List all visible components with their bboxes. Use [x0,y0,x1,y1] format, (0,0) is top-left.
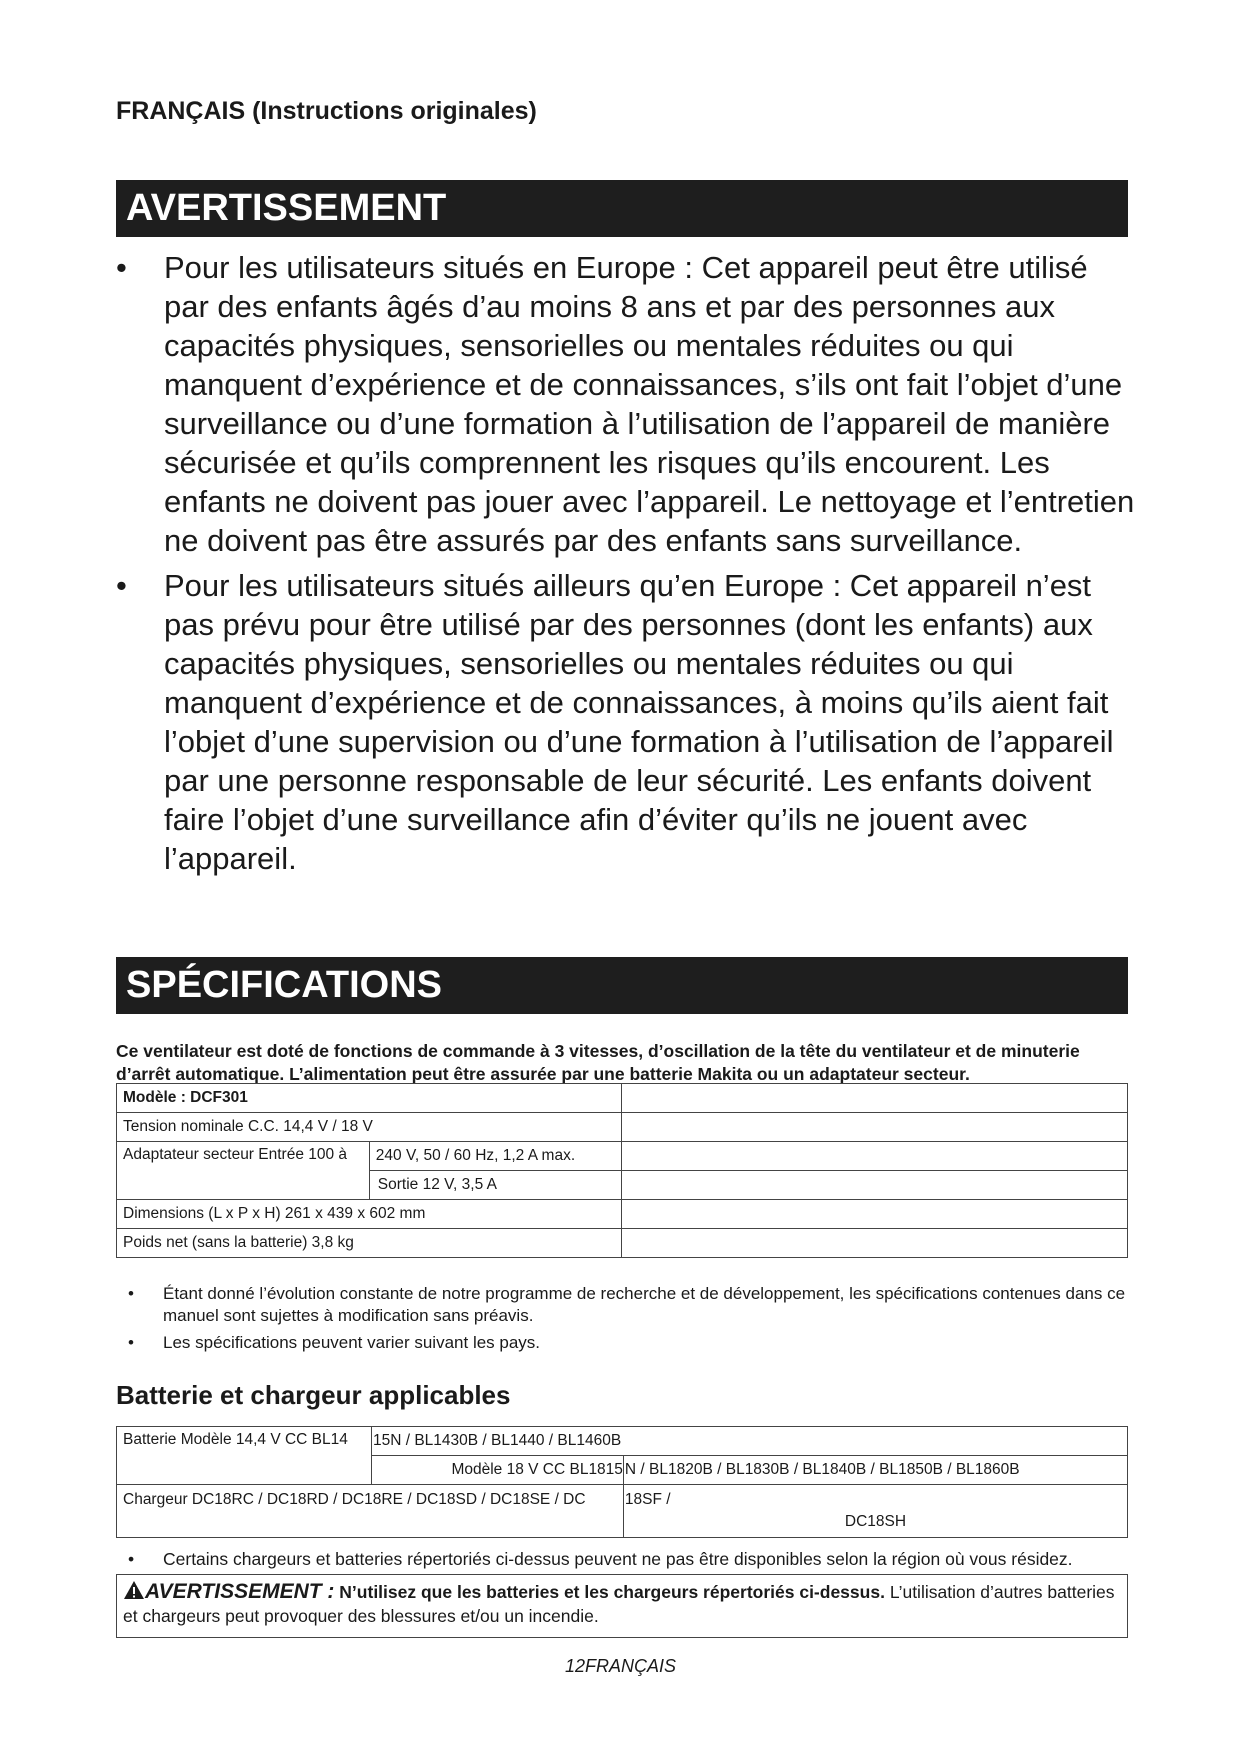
spec-adapter-label: Adaptateur secteur Entrée 100 à [117,1142,370,1200]
table-row [117,1113,1128,1142]
warning-list [116,248,1136,884]
spec-adapter-output: Sortie 12 V, 3,5 A [369,1171,621,1200]
battery-section-title: Batterie et chargeur applicables [116,1380,511,1410]
table-row [117,1200,1128,1229]
table-cell-empty [621,1229,1127,1258]
list-item: • Certains chargeurs et batteries répertoriés ci-dessus peuvent ne pas être disponibles selon la région où vous résidez. [128,1549,1073,1569]
page-language-header: FRANÇAIS (Instructions originales) [116,97,537,125]
battery-row2-right: N / BL1820B / BL1830B / BL1840B / BL1850B / BL1860B [623,1456,1127,1485]
table-cell-empty [621,1171,1127,1200]
warning-section-title: AVERTISSEMENT [116,180,1128,237]
table-row [117,1485,1128,1538]
battery-row1-right: 15N / BL1430B / BL1440 / BL1460B [371,1427,1127,1456]
spec-adapter-input: 240 V, 50 / 60 Hz, 1,2 A max. [369,1142,621,1171]
table-row [117,1427,1128,1456]
spec-voltage: Tension nominale C.C. 14,4 V / 18 V [117,1113,622,1142]
charger-row-right-b: DC18SH [844,1513,907,1530]
note-text: Étant donné l’évolution constante de notre programme de recherche et de développement, les spécifications contenues dans ce manuel sont sujettes à modification sans préavis. [163,1284,1126,1325]
specifications-intro: Ce ventilateur est doté de fonctions de commande à 3 vitesses, d’oscillation de la tête du ventilateur et de minuterie d’arrêt automatique. L’alimentation peut être assurée par une batterie Makita ou un adaptateur secteur. [116,1041,1080,1084]
table-cell-empty [621,1200,1127,1229]
specifications-notes [116,1283,1136,1359]
battery-row2-left: Modèle 18 V CC BL1815 [371,1456,623,1485]
warning-triangle-icon [123,1580,145,1600]
note-text: Les spécifications peuvent varier suivant les pays. [163,1333,541,1352]
specifications-table [116,1083,1128,1258]
battery-row1-left: Batterie Modèle 14,4 V CC BL14 [117,1427,372,1485]
spec-weight: Poids net (sans la batterie) 3,8 kg [117,1229,622,1258]
warning-item-text: Pour les utilisateurs situés ailleurs qu’en Europe : Cet appareil n’est pas prévu pour être utilisé par des personnes (dont les enfants) aux capacités physiques, sensorielles ou mentales réduites ou qui manquent d’expérience et de connaissances, à moins qu’ils aient fait l’objet d’une supervision ou d’une formation à l’utilisation de l’appareil par une personne responsable de leur sécurité. Les enfants doivent faire l’objet d’une surveillance afin d’éviter qu’ils ne jouent avec l’appareil. [164,568,1114,876]
warning-item-text: Pour les utilisateurs situés en Europe : Cet appareil peut être utilisé par des enfants âgés d’au moins 8 ans et par des personnes aux capacités physiques, sensorielles ou mentales réduites ou qui manquent d’expérience et de connaissances, s’ils ont fait l’objet d’une surveillance ou d’une formation à l’utilisation de l’appareil de manière sécurisée et qu’ils comprennent les risques qu’ils encourent. Les enfants ne doivent pas jouer avec l’appareil. Le nettoyage et l’entretien ne doivent pas être assurés par des enfants sans surveillance. [164,250,1135,558]
table-row [117,1084,1128,1113]
warning-item-outside-europe: • Pour les utilisateurs situés ailleurs qu’en Europe : Cet appareil n’est pas prévu pour être utilisé par des personnes (dont les enfants) aux capacités physiques, sensorielles ou mentales réduites ou qui manquent d’expérience et de connaissances, à moins qu’ils aient fait l’objet d’une supervision ou d’une formation à l’utilisation de l’appareil par une personne responsable de leur sécurité. Les enfants doivent faire l’objet d’une surveillance afin d’éviter qu’ils ne jouent avec l’appareil. [116,568,1114,876]
warning-item-europe: • Pour les utilisateurs situés en Europe : Cet appareil peut être utilisé par des enfants âgés d’au moins 8 ans et par des personnes aux capacités physiques, sensorielles ou mentales réduites ou qui manquent d’expérience et de connaissances, s’ils ont fait l’objet d’une surveillance ou d’une formation à l’utilisation de l’appareil de manière sécurisée et qu’ils comprennent les risques qu’ils encourent. Les enfants ne doivent pas jouer avec l’appareil. Le nettoyage et l’entretien ne doivent pas être assurés par des enfants sans surveillance. [116,250,1135,558]
warning-box [116,1574,1128,1638]
table-cell-empty [621,1142,1127,1171]
warning-box-bold-text: N’utilisez que les batteries et les chargeurs répertoriés ci-dessus. [339,1582,885,1602]
table-row [117,1229,1128,1258]
note-text: Certains chargeurs et batteries répertoriés ci-dessus peuvent ne pas être disponibles selon la région où vous résidez. [163,1549,1073,1569]
charger-row-right-a: 18SF / [624,1491,671,1508]
battery-table [116,1426,1128,1538]
spec-model: Modèle : DCF301 [117,1084,622,1113]
table-row [117,1142,1128,1171]
charger-row-right [623,1485,1127,1538]
table-cell-empty [621,1084,1127,1113]
warning-box-text: L’utilisation d’autres batteries et chargeurs peut provoquer des blessures et/ou un incendie. [123,1582,1115,1626]
list-item: • Les spécifications peuvent varier suivant les pays. [128,1333,541,1352]
charger-row-left: Chargeur DC18RC / DC18RD / DC18RE / DC18SD / DC18SE / DC [117,1485,624,1538]
spec-dimensions: Dimensions (L x P x H) 261 x 439 x 602 mm [117,1200,622,1229]
page-footer: 12FRANÇAIS [564,1656,677,1676]
battery-notes [116,1548,1136,1575]
table-cell-empty [621,1113,1127,1142]
list-item: • Étant donné l’évolution constante de notre programme de recherche et de développement, les spécifications contenues dans ce manuel sont sujettes à modification sans préavis. [128,1284,1126,1325]
specifications-section-title: SPÉCIFICATIONS [116,957,1128,1014]
warning-box-label: AVERTISSEMENT : [145,1580,335,1603]
